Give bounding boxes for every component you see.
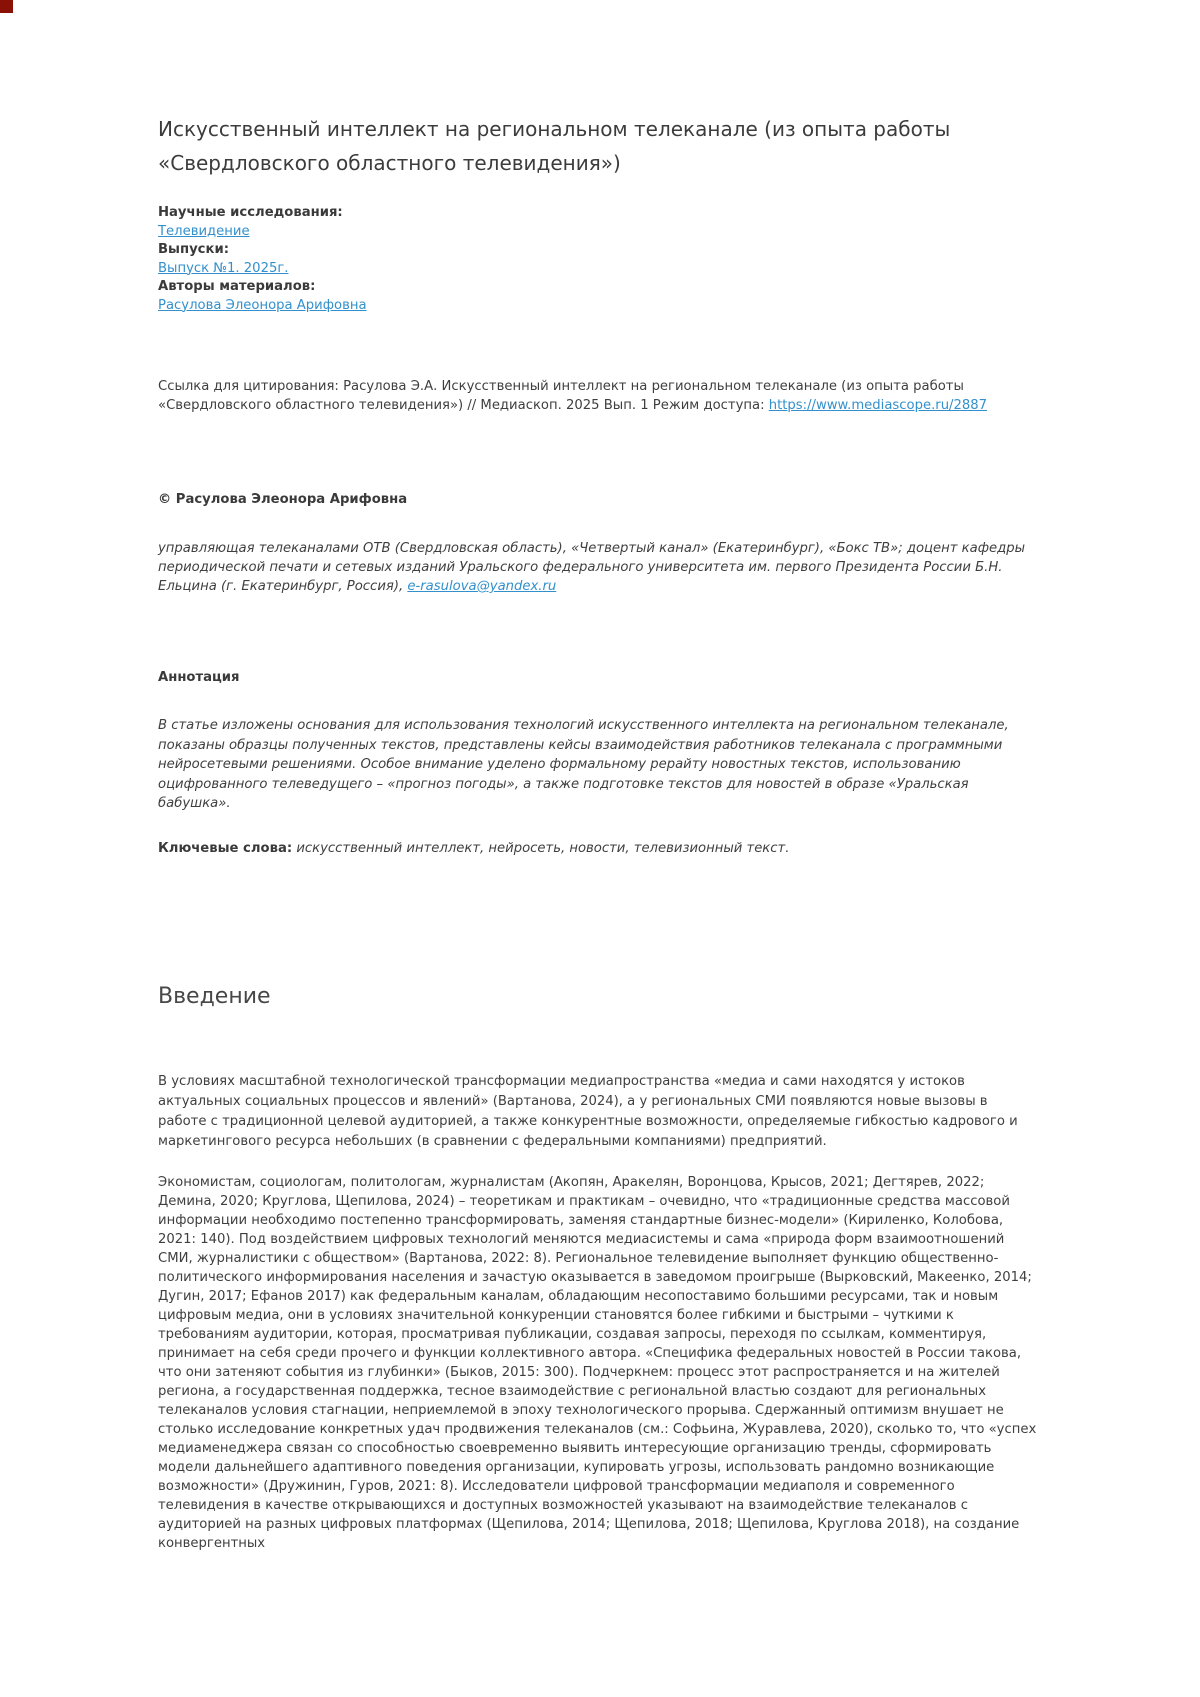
email-link[interactable]: e-rasulova@yandex.ru [407, 579, 557, 594]
intro-paragraph-1: В условиях масштабной технологической трансформации медиапространства «медиа и сами находятся у истоков актуальных социальных процессов и явлений» (Вартанова, 2024), а у региональных СМИ появляются новые вызовы в работе с традиционной целевой аудиторией, а также конкурентные возможности, определяемые гибкостью кадрового и маркетингового ресурса небольших (в сравнении с федеральными компаниями) предприятий. [158, 1073, 1018, 1149]
keywords-label: Ключевые слова: [158, 840, 293, 856]
intro-heading: Введение [158, 983, 271, 1009]
meta-research-label: Научные исследования: [158, 205, 343, 220]
meta-authors-label: Авторы материалов: [158, 279, 316, 294]
annotation-heading: Аннотация [158, 670, 240, 685]
research-topic-link[interactable]: Телевидение [158, 223, 250, 239]
copyright-line: © Расулова Элеонора Арифовна [158, 492, 408, 507]
article-meta [158, 204, 1038, 315]
citation-text: Ссылка для цитирования: Расулова Э.А. Искусственный интеллект на региональном телеканале (из опыта работы «Свердловского областного телевидения») // Медиаскоп. 2025 Вып. 1 Режим доступа: [158, 379, 964, 413]
keywords-text: искусственный интеллект, нейросеть, новости, телевизионный текст. [296, 840, 790, 856]
citation-paragraph [158, 377, 1038, 415]
author-bio [158, 539, 1038, 596]
author-link[interactable]: Расулова Элеонора Арифовна [158, 297, 367, 313]
meta-issues-label: Выпуски: [158, 242, 229, 257]
page-title: Искусственный интеллект на региональном телеканале (из опыта работы «Свердловского областного телевидения») [158, 117, 951, 175]
intro-paragraph-2: Экономистам, социологам, политологам, журналистам (Акопян, Аракелян, Воронцова, Крысов, 2021; Дегтярев, 2022; Демина, 2020; Круглова, Щепилова, 2024) – теоретикам и практикам – очевидно, что «традиционные средства массовой информации необходимо постепенно трансформировать, заменяя стандартные бизнес-модели» (Кириленко, Колобова, 2021: 140). Под воздействием цифровых технологий меняются медиасистемы и сама «природа форм взаимоотношений СМИ, журналистики с обществом» (Вартанова, 2022: 8). Региональное телевидение выполняет функцию общественно-политического информирования населения и зачастую оказывается в заведомом проигрыше (Вырковский, Макеенко, 2014; Дугин, 2017; Ефанов 2017) как федеральным каналам, обладающим несопоставимо большими ресурсами, так и новым цифровым медиа, они в условиях значительной конкуренции становятся более гибкими и быстрыми – чуткими к требованиям аудитории, которая, просматривая публикации, создавая запросы, переходя по ссылкам, комментируя, принимает на себя среди прочего и функции коллективного автора. «Специфика федеральных новостей в России такова, что они затеняют события из глубинки» (Быков, 2015: 300). Подчеркнем: процесс этот распространяется и на жителей региона, а государственная поддержка, тесное взаимодействие с региональной властью создают для региональных телеканалов условия стагнации, неприемлемой в эпоху технологического прорыва. Сдержанный оптимизм внушает не столько исследование конкретных удач продвижения телеканалов (см.: Софьина, Журавлева, 2020), сколько то, что «успех медиаменеджера связан со способностью своевременно выявить интересующие организацию тренды, сформировать модели дальнейшего адаптивного поведения организации, купировать угрозы, использовать рандомно возникающие возможности» (Дружинин, Гуров, 2021: 8). Исследователи цифровой трансформации медиаполя и современного телевидения в качестве открывающихся и доступных возможностей указывают на взаимодействие телеканалов с аудиторией на разных цифровых платформах (Щепилова, 2014; Щепилова, 2018; Щепилова, Круглова 2018), на создание конвергентных [158, 1174, 1037, 1551]
annotation-text: В статье изложены основания для использования технологий искусственного интеллекта на региональном телеканале, показаны образцы полученных текстов, представлены кейсы взаимодействия работников телеканала с программными нейросетевыми решениями. Особое внимание уделено формальному рерайту новостных текстов, использованию оцифрованного телеведущего – «прогноз погоды», а также подготовке текстов для новостей в образе «Уральская бабушка». [158, 718, 1009, 811]
author-bio-text: управляющая телеканалами ОТВ (Свердловская область), «Четвертый канал» (Екатеринбург), «Бокс ТВ»; доцент кафедры периодической печати и сетевых изданий Уральского федерального университета им. первого Президента России Б.Н. Ельцина (г. Екатеринбург, Россия), [158, 541, 1025, 594]
article-page [158, 0, 1038, 1679]
corner-marker [0, 0, 13, 13]
citation-url-link[interactable]: https://www.mediascope.ru/2887 [768, 398, 988, 413]
issue-link[interactable]: Выпуск №1. 2025г. [158, 260, 289, 276]
keywords-line [158, 839, 1038, 858]
